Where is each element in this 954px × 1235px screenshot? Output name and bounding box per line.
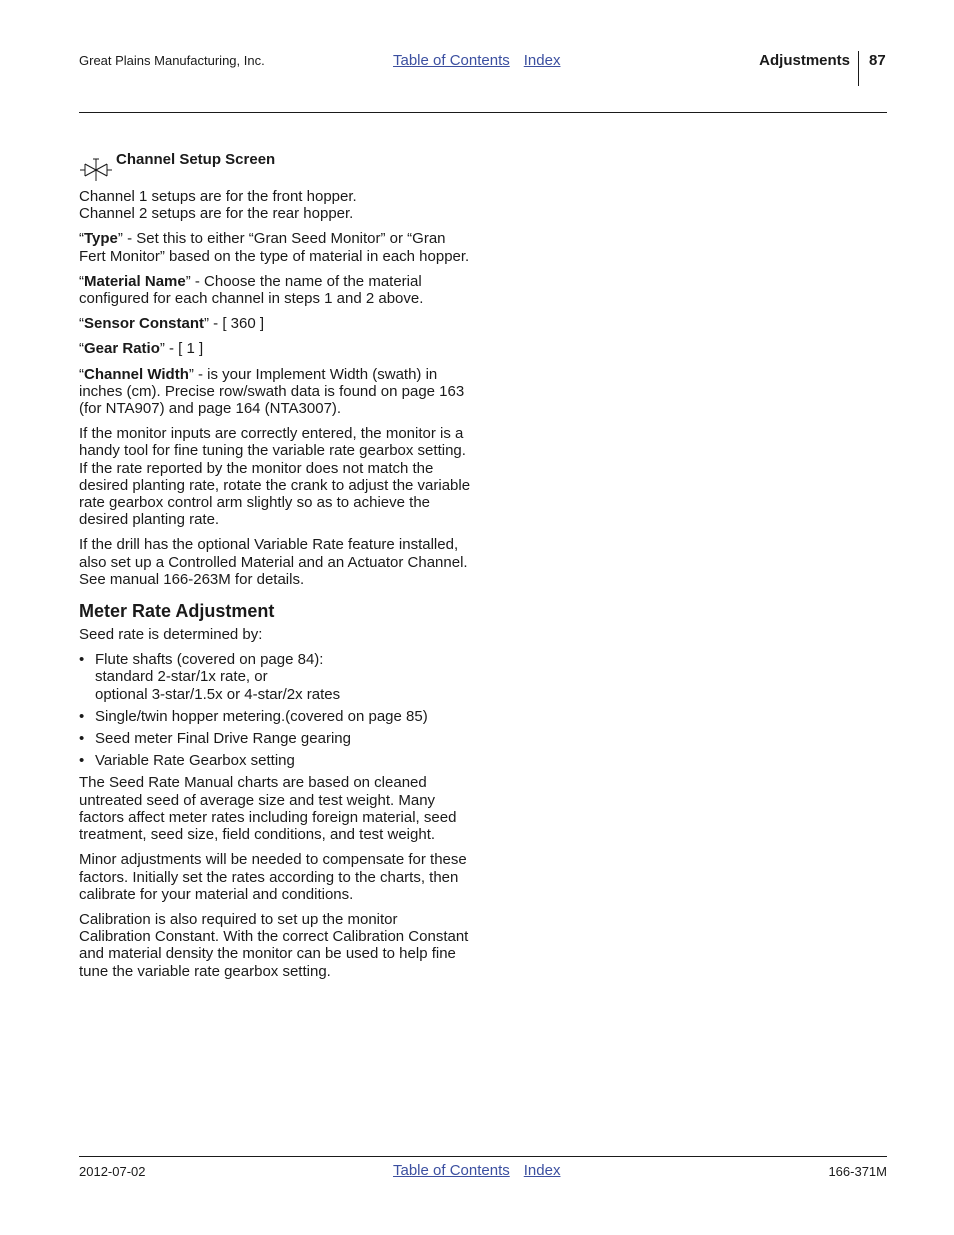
footer-doc-number: 166-371M: [828, 1164, 887, 1179]
main-content: [79, 150, 471, 988]
gear-ratio-label: Gear Ratio: [84, 340, 160, 358]
channel-setup-heading: [79, 150, 471, 185]
footer-links: [393, 1162, 574, 1179]
minor-adjustments-paragraph: Minor adjustments will be needed to compensate for these factors. Initially set the rates according to the charts, then calibrate for your material and conditions.: [79, 851, 467, 903]
meter-rate-title: Meter Rate Adjustment: [79, 601, 275, 622]
sensor-constant-text: ” - [ 360 ]: [204, 315, 265, 333]
gear-ratio-setting: “Gear Ratio” - [ 1 ]: [79, 340, 204, 358]
meter-rate-intro: Seed rate is determined by:: [79, 626, 263, 644]
header-rule: [79, 112, 887, 113]
charts-paragraph: The Seed Rate Manual charts are based on cleaned untreated seed of average size and test weight. Many factors affect meter rates including foreign material, seed treatment, seed size, field conditions, and test weight.: [79, 774, 457, 844]
bowtie-marker-icon: [79, 155, 113, 185]
header-divider: [858, 51, 859, 86]
monitor-paragraph: If the monitor inputs are correctly entered, the monitor is a handy tool for fine tuning the variable rate gearbox setting. If the rate reported by the monitor does not match the desired planting rate, rotate the crank to adjust the variable rate gearbox control arm slightly so as to achieve the desired planting rate.: [79, 425, 471, 529]
header-index-link[interactable]: Index: [523, 52, 561, 69]
footer-index-link[interactable]: Index: [523, 1162, 561, 1179]
footer-toc-link[interactable]: Table of Contents: [393, 1162, 510, 1179]
variable-rate-paragraph: If the drill has the optional Variable Rate feature installed, also set up a Controlled Material and an Actuator Channel. See manual 166-263M for details.: [79, 536, 468, 588]
list-item: • Seed meter Final Drive Range gearing: [79, 730, 471, 747]
channel-width-label: Channel Width: [84, 365, 189, 383]
channel-1-note: Channel 1 setups are for the front hopper.: [79, 188, 357, 205]
sensor-constant-setting: “Sensor Constant” - [ 360 ]: [79, 315, 265, 333]
channel-width-text: ” - is your Implement Width (swath) in inches (cm). Precise row/swath data is found on page 163 (for NTA907) and page 164 (NTA3007).: [79, 365, 465, 418]
channel-width-setting: “Channel Width” - is your Implement Width (swath) in inches (cm). Precise row/swath data is found on page 163 (for NTA907) and page 164 (NTA3007).: [79, 365, 465, 418]
type-setting: “Type” - Set this to either “Gran Seed Monitor” or “Gran Fert Monitor” based on the type of material in each hopper.: [79, 230, 470, 265]
gear-ratio-text: ” - [ 1 ]: [159, 340, 204, 358]
header-company: Great Plains Manufacturing, Inc.: [79, 53, 265, 68]
material-name-setting: “Material Name” - Choose the name of the material configured for each channel in steps 1 and 2 above.: [79, 272, 424, 308]
header-section-title: Adjustments: [759, 52, 850, 69]
material-name-label: Material Name: [84, 272, 186, 290]
header-toc-link[interactable]: Table of Contents: [393, 52, 510, 69]
channel-intro: [79, 188, 471, 222]
type-text: ” - Set this to either “Gran Seed Monitor” or “Gran Fert Monitor” based on the type of material in each hopper.: [79, 230, 470, 265]
footer-date: 2012-07-02: [79, 1164, 146, 1179]
header-links: [393, 52, 574, 69]
material-name-text: ” - Choose the name of the material configured for each channel in steps 1 and 2 above.: [79, 272, 424, 308]
list-item: • Single/twin hopper metering.(covered on page 85): [79, 708, 471, 725]
list-item: • Flute shafts (covered on page 84): standard 2-star/1x rate, or optional 3-star/1.5x or 4-star/2x rates: [79, 651, 471, 703]
footer-rule: [79, 1156, 887, 1157]
list-item: • Variable Rate Gearbox setting: [79, 752, 471, 769]
calibration-paragraph: Calibration is also required to set up the monitor Calibration Constant. With the correct Calibration Constant and material density the monitor can be used to help fine tune the variable rate gearbox setting.: [79, 910, 469, 980]
channel-2-note: Channel 2 setups are for the rear hopper.: [79, 205, 354, 223]
type-label: Type: [84, 230, 118, 248]
seed-rate-factors-list: [79, 651, 471, 769]
sensor-constant-label: Sensor Constant: [84, 315, 205, 333]
channel-setup-title: Channel Setup Screen: [116, 151, 276, 168]
page-number: 87: [869, 52, 886, 69]
